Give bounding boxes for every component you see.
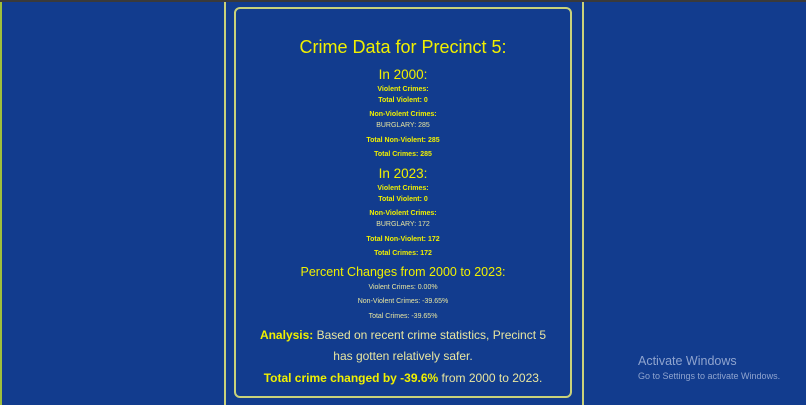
analysis-label: Analysis: [259,328,314,342]
analysis-text: Based on recent crime statistics, Precinct 5 has gotten relatively safer. [313,328,547,363]
percent-change-total: Total Crimes: -39.65% [368,313,438,320]
activate-windows-subtitle: Go to Settings to activate Windows. [638,371,781,381]
year-2000-total-nonviolent: Total Non-Violent: 285 [366,137,440,144]
right-divider [582,2,584,405]
year-2000-total-crimes: Total Crimes: 285 [374,151,432,158]
analysis-paragraph [250,325,556,367]
left-edge-border [0,2,2,405]
year-2023-burglary: BURGLARY: 172 [376,221,430,228]
year-2000-total-violent: Total Violent: 0 [378,97,428,104]
percent-change-violent: Violent Crimes: 0.00% [368,284,438,291]
percent-changes-heading: Percent Changes from 2000 to 2023: [300,265,506,279]
page-title: Crime Data for Precinct 5: [299,37,507,57]
total-change-value: Total crime changed by -39.6% [263,371,439,385]
year-2023-total-violent: Total Violent: 0 [378,196,428,203]
top-bar [0,0,806,2]
year-2023-nonviolent-label: Non-Violent Crimes: [369,210,437,217]
total-change-summary [250,368,556,389]
activate-windows-title: Activate Windows [638,354,737,368]
left-divider [224,2,226,405]
year-2000-violent-label: Violent Crimes: [377,86,429,93]
total-change-suffix: from 2000 to 2023. [438,371,543,385]
percent-change-nonviolent: Non-Violent Crimes: -39.65% [357,298,449,305]
year-2023-heading: In 2023: [378,166,428,181]
year-2000-heading: In 2000: [378,67,428,82]
year-2023-violent-label: Violent Crimes: [377,185,429,192]
year-2023-total-crimes: Total Crimes: 172 [374,250,432,257]
year-2000-nonviolent-label: Non-Violent Crimes: [369,111,437,118]
crime-data-card [234,7,572,398]
year-2023-total-nonviolent: Total Non-Violent: 172 [366,236,440,243]
year-2000-burglary: BURGLARY: 285 [376,122,430,129]
